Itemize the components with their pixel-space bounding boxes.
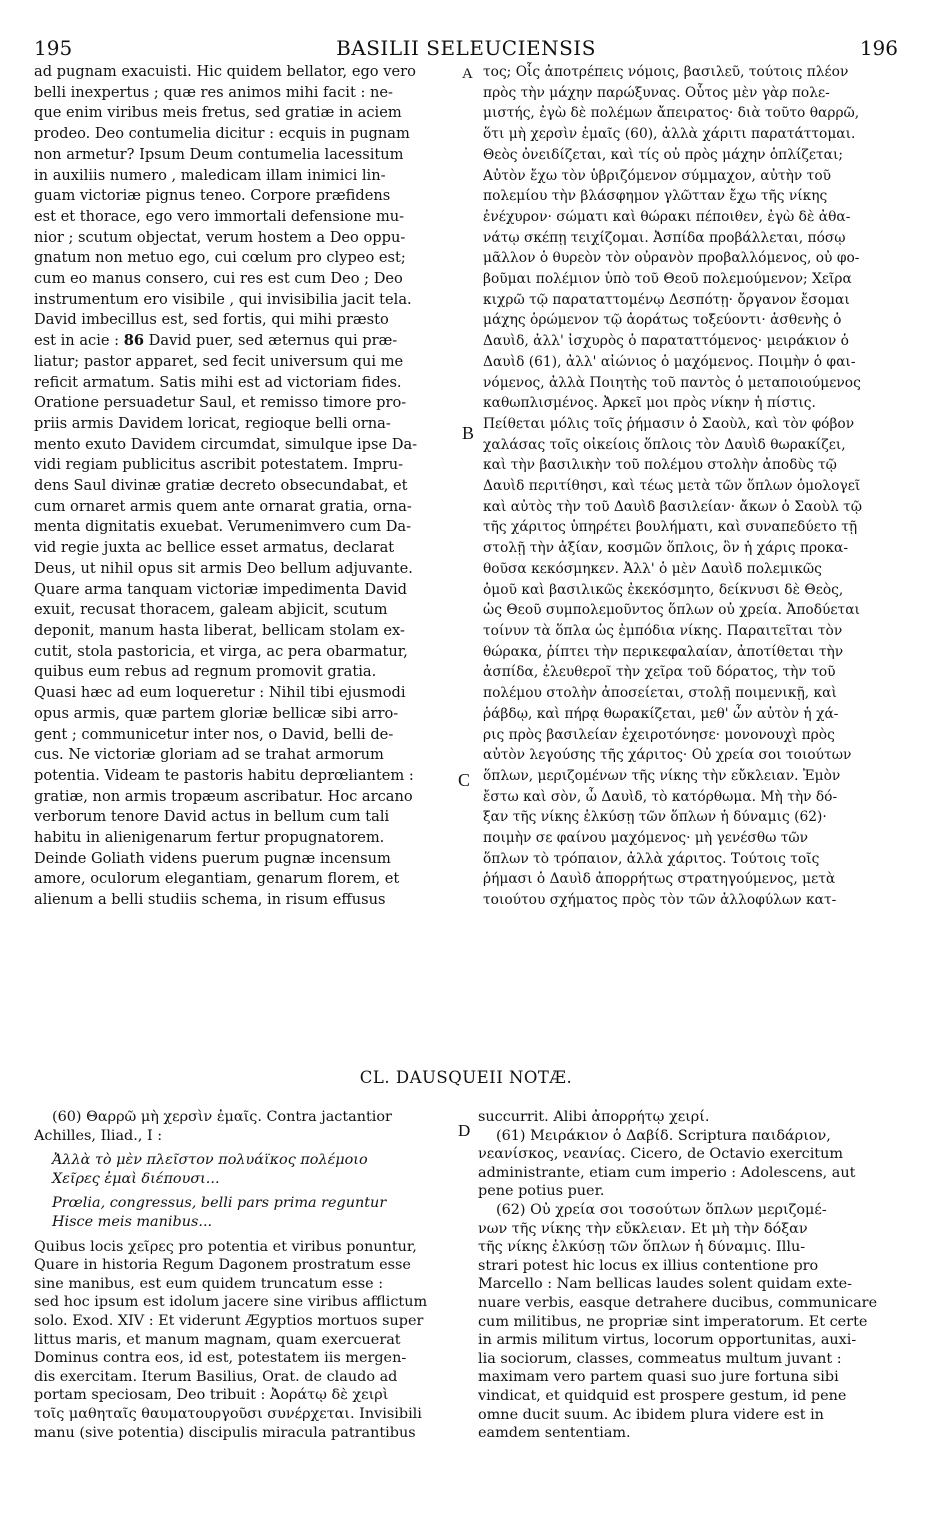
latin-text-line: guam victoriæ pignus teneo. Corpore præfidens [34, 187, 391, 205]
note-line: (60) Θαρρῶ μὴ χερσὶν ἐμαῖς. Contra jactantior [52, 1109, 392, 1125]
note-line: τῆς νίκης ἑλκύσῃ τῶν ὅπλων ἡ δύναμις. Illu- [478, 1239, 806, 1256]
latin-text-line: gent ; communicetur inter nos, o David, belli de- [34, 725, 394, 743]
greek-text-line: καθωπλισμένος. Ἀρκεῖ μοι πρὸς νίκην ἡ πίστις. [483, 395, 816, 412]
note-line: Achilles, Iliad., I : [34, 1127, 163, 1144]
note-line: vindicat, et quidquid est prospere gestum, id pene [478, 1387, 847, 1404]
note-line: Quare in historia Regum Dagonem prostratum esse [34, 1257, 411, 1274]
note-line: Χεῖρες ἐμαὶ διέπουσι... [52, 1170, 220, 1187]
note-line: omne ducit suum. Ac ibidem plura videre est in [478, 1406, 824, 1423]
greek-text-line: ξαν τῆς νίκης ἑλκύσῃ τῶν ὅπλων ἡ δύναμις (62)· [483, 809, 827, 826]
greek-text-line: τῆς χάριτος ὑπηρέτει βουλήματι, καὶ συναπεδύετο τῇ [483, 519, 858, 536]
latin-text-line: est et thorace, ego vero immortali defensione mu- [34, 207, 405, 225]
latin-text-line: cum eo manus consero, cui res est cum Deo ; Deo [34, 270, 403, 288]
note-line: succurrit. Alibi ἀπορρήτῳ χειρί. [478, 1109, 710, 1125]
running-header [34, 36, 898, 62]
latin-text-line: deponit, manum hasta liberat, bellicam stolam ex- [34, 621, 405, 639]
note-line: sine manibus, est eum quidem truncatum esse : [34, 1275, 384, 1292]
greek-text-line: μάχης ὁρώμενον τῷ ἀοράτως τοξεύοντι· ἀσθενὴς ὁ [483, 312, 842, 329]
note-line: maximam vero partem quasi suo jure fortuna sibi [478, 1369, 839, 1386]
latin-text-line: cum ornaret armis quem ante ornarat gratia, orna- [34, 497, 412, 515]
note-line: Dominus contra eos, id est, potestatem iis mergen- [34, 1350, 407, 1367]
greek-text-line: ῥήμασι ὁ Δαυὶδ ἀπορρήτως στρατηγούμενος, μετὰ [483, 871, 836, 888]
latin-text-line: Deinde Goliath videns puerum pugnæ incensum [34, 849, 391, 867]
latin-text-line: que enim viribus meis fretus, sed gratiæ in aciem [34, 104, 402, 122]
greek-text-line: κιχρῶ τῷ παραταττομένῳ Δεσπότῃ· ὄργανον ἔσομαι [483, 291, 850, 308]
note-line: (62) Οὐ χρεία σοι τοσούτων ὅπλων μεριζομέ- [496, 1201, 827, 1218]
latin-text-line: quibus eum rebus ad regnum promovit gratia. [34, 663, 377, 681]
latin-text-line: ad pugnam exacuisti. Hic quidem bellator, ego vero [34, 63, 416, 80]
latin-text-line: exuit, recusat thoracem, galeam abjicit, scutum [34, 601, 388, 619]
note-line: νεανίσκος, νεανίας. Cicero, de Octavio exercitum [478, 1146, 844, 1163]
greek-text-line: αὐτὸν λεγούσης τῆς χάριτος· Οὐ χρεία σοι τοιούτων [483, 747, 852, 764]
latin-text-line: in auxiliis numero , maledicam illam inimici lin- [34, 166, 386, 184]
left-page-number: 195 [34, 36, 73, 60]
greek-column [483, 62, 901, 911]
latin-text-line: mento exuto Davidem circumdat, simulque ipse Da- [34, 435, 418, 453]
section-marker-b: B [462, 423, 475, 443]
latin-text-line: David imbecillus est, sed fortis, qui mihi præsto [34, 311, 389, 329]
greek-text-line: ἀσπίδα, ἐλευθεροῖ τὴν χεῖρα τοῦ δόρατος, τὴν τοῦ [483, 664, 836, 681]
running-title: BASILII SELEUCIENSIS [336, 36, 596, 60]
note-line: strari potest hic locus ex illius contentione pro [478, 1257, 819, 1274]
greek-text-line: ρις πρὸς βασιλείαν ἐχειροτόνησε· μονονουχὶ πρὸς [483, 726, 835, 743]
latin-text-line: vidi regiam publicitus ascribit potestatem. Impru- [34, 456, 404, 474]
latin-text-line: vid regie juxta ac bellice esset armatus, declarat [34, 539, 395, 557]
latin-text-line: cus. Ne victoriæ gloriam ad se trahat armorum [34, 746, 384, 764]
note-line: nuare verbis, easque detrahere ducibus, communicare [478, 1294, 878, 1311]
note-line: Hisce meis manibus... [52, 1213, 213, 1230]
greek-text-line: μιστής, ἐγὼ δὲ πολέμων ἄπειρατος· διὰ τοῦτο θαρρῶ, [483, 105, 860, 122]
greek-text-line: τοιούτου σχήματος πρὸς τὸν τῶν ἀλλοφύλων κατ- [483, 892, 837, 909]
note-line: (61) Μειράκιον ὁ Δαβίδ. Scriptura παιδάριον, [496, 1127, 831, 1144]
note-line: τοῖς μαθηταῖς θαυματουργοῦσι συνέρχεται. Invisibili [34, 1405, 422, 1422]
greek-text-line: στολῇ τὴν ἀξίαν, κοσμῶν ὅπλοις, ὃν ἡ χάρις προκα- [483, 540, 849, 557]
latin-text-line: prodeo. Deo contumelia dicitur : ecquis in pugnam [34, 125, 410, 143]
latin-text-line: verborum tenore David actus in bellum cum tali [34, 808, 390, 826]
note-line: cum militibus, ne propriæ sint imperatorum. Et certe [478, 1313, 868, 1330]
greek-text-line: ποιμὴν σε φαίνου μαχόμενος· μὴ γενέσθω τῶν [483, 830, 809, 847]
right-page-number: 196 [859, 36, 898, 60]
greek-text-line: ἔστω καὶ σὸν, ὦ Δαυὶδ, τὸ κατόρθωμα. Μὴ τὴν δό- [483, 788, 838, 805]
greek-text-line: ὅπλων τὸ τρόπαιον, ἀλλὰ χάριτος. Τούτοις τοῖς [483, 850, 820, 867]
latin-text-line: dens Saul divinæ gratiæ decreto obsecundabat, et [34, 477, 408, 495]
greek-text-line: Δαυὶδ (61), ἀλλ' αἰώνιος ὁ μαχόμενος. Ποιμὴν ὁ φαι- [483, 353, 856, 370]
latin-text-line: habitu in alienigenarum fertur propugnatorem. [34, 829, 385, 847]
latin-text-line: opus armis, quæ partem gloriæ bellicæ sibi arro- [34, 704, 399, 722]
greek-text-line: πολέμου στολὴν ἀποσείεται, στολῇ ποιμενικῇ, καὶ [483, 685, 837, 702]
latin-text-line: gnatum non metuo ego, cui cœlum pro clypeo est; [34, 249, 406, 267]
greek-text-line: πολεμίου τὴν βλάσφημον γλῶτταν ἔχω τῆς νίκης [483, 188, 828, 205]
greek-text-line: μᾶλλον ὁ θυρεὸν τὸν οὐρανὸν προβαλλόμενος, οὐ φο- [483, 250, 860, 267]
note-line: pene potius puer. [478, 1183, 605, 1200]
greek-text-line: ὡς Θεοῦ συμπολεμοῦντος ὅπλων οὐ χρεία. Ἀποδύεται [483, 602, 860, 619]
note-line: Quibus locis χεῖρες pro potentia et viribus ponuntur, [34, 1238, 417, 1255]
notes-left-column [34, 1108, 452, 1442]
latin-text-line: Quasi hæc ad eum loqueretur : Nihil tibi ejusmodi [34, 684, 406, 702]
latin-text-line: amore, oculorum elegantiam, genarum florem, et [34, 870, 400, 888]
greek-text-line: ἐνέχυρον· σώματι καὶ θώρακι πέποιθεν, ἐγὼ δὲ ἀθα- [483, 208, 851, 225]
latin-text-line: priis armis Davidem loricat, regioque belli orna- [34, 414, 391, 432]
notes-title: CL. DAUSQUEII NOTÆ. [359, 1068, 573, 1087]
latin-text-line: nior ; scutum objectat, verum hostem a Deo oppu- [34, 228, 406, 246]
note-line: dis exercitam. Iterum Basilius, Orat. de claudo ad [34, 1368, 398, 1385]
note-line: sed hoc ipsum est idolum jacere sine viribus afflictum [34, 1294, 428, 1311]
latin-text-line: potentia. Videam te pastoris habitu deprœliantem : [34, 766, 414, 784]
greek-text-line: Θεὸς ὀνειδίζεται, καὶ τίς οὐ πρὸς μάχην ὁπλίζεται; [483, 146, 844, 163]
note-line: lia sociorum, classes, commeatus multum juvant : [478, 1350, 842, 1367]
greek-text-line: ὅπλων, μεριζομένων τῆς νίκης τὴν εὔκλειαν. Ἐμὸν [483, 767, 841, 784]
note-line: littus maris, et manum magnam, quam exercuerat [34, 1331, 401, 1348]
latin-text-line: Deus, ut nihil opus sit armis Deo bellum adjuvante. [34, 559, 413, 577]
greek-text-line: Δαυὶδ, ἀλλ' ἰσχυρὸς ὁ παραταττόμενος· μειράκιον ὁ [483, 333, 849, 350]
section-marker-d: D [458, 1121, 471, 1140]
greek-text-line: ὅτι μὴ χερσὶν ἐμαῖς (60), ἀλλὰ χάριτι παρατάττομαι. [483, 126, 856, 143]
greek-text-line: νάτῳ σκέπῃ τειχίζομαι. Ἀσπίδα προβάλλεται, πόσῳ [483, 229, 846, 246]
greek-text-line: Αὐτὸν ἔχω τὸν ὑβριζόμενον σύμμαχον, αὐτὴν τοῦ [483, 167, 832, 184]
latin-text-line: non armetur? Ipsum Deum contumelia lacessitum [34, 145, 404, 163]
note-line: Marcello : Nam bellicas laudes solent quidam exte- [478, 1276, 852, 1293]
note-line: manu (sive potentia) discipulis miracula patrantibus [34, 1424, 416, 1441]
greek-text-line: θώρακα, ῥίπτει τὴν περικεφαλαίαν, ἀποτίθεται τὴν [483, 643, 844, 660]
latin-text-line: est in acie : 86 David puer, sed æternus qui præ- [34, 332, 398, 350]
latin-text-line: liatur; pastor apparet, sed fecit universum qui me [34, 352, 404, 370]
greek-text-line: Δαυὶδ περιτίθησι, καὶ τέως μετὰ τῶν ὅπλων ὁμολογεῖ [483, 478, 861, 495]
note-line: eamdem sententiam. [478, 1425, 631, 1442]
latin-text-line: gratiæ, non armis tropæum ascribatur. Hoc arcano [34, 787, 413, 805]
note-line: in armis militum virtus, locorum opportunitas, auxi- [478, 1332, 857, 1349]
greek-text-line: ὁμοῦ καὶ βασιλικῶς ἐκεκόσμητο, δείκνυσι δὲ Θεὸς, [483, 581, 844, 598]
latin-text-line: Quare arma tanquam victoriæ impedimenta David [34, 580, 408, 598]
greek-text-line: χαλάσας τοῖς οἰκείοις ὅπλοις τὸν Δαυὶδ θωρακίζει, [483, 436, 846, 453]
note-line: portam speciosam, Deo tribuit : Ἀοράτῳ δὲ χειρὶ [34, 1387, 389, 1404]
latin-column [34, 62, 458, 911]
greek-text-line: πρὸς τὴν μάχην παρώξυνας. Οὗτος μὲν γὰρ πολε- [483, 84, 830, 101]
greek-text-line: νόμενος, ἀλλὰ Ποιητὴς τοῦ παντὸς ὁ μεταποιούμενος [483, 374, 861, 391]
greek-text-line: καὶ αὐτὸς τὴν τοῦ Δαυὶδ βασιλείαν· ἄκων ὁ Σαοὺλ τῷ [483, 498, 862, 515]
greek-text-line: ῥάβδῳ, καὶ πήρᾳ θωρακίζεται, μεθ' ὧν αὐτὸν ἡ χά- [483, 705, 839, 722]
latin-text-line: alienum a belli studiis schema, in risum effusus [34, 891, 386, 909]
note-line: administrante, etiam cum imperio : Adolescens, aut [478, 1164, 856, 1181]
latin-text-line: instrumentum ero visibile , qui invisibilia jacit tela. [34, 290, 412, 308]
section-marker-a: A [462, 66, 473, 82]
greek-text-line: καὶ τὴν βασιλικὴν τοῦ πολέμου στολὴν ἀποδὺς τῷ [483, 457, 837, 474]
note-line: νων τῆς νίκης τὴν εὔκλειαν. Et μὴ τὴν δόξαν [478, 1220, 808, 1237]
note-line: solo. Exod. XIV : Et viderunt Ægyptios mortuos super [34, 1312, 424, 1329]
latin-text-line: reficit armatum. Satis mihi est ad victoriam fides. [34, 373, 402, 391]
latin-text-line: Oratione persuadetur Saul, et remisso timore pro- [34, 394, 407, 412]
note-line: Prœlia, congressus, belli pars prima reguntur [52, 1195, 387, 1212]
greek-text-line: θοῦσα κεκόσμηκεν. Ἀλλ' ὁ μὲν Δαυὶδ πολεμικῶς [483, 560, 822, 577]
section-marker-c: C [458, 770, 471, 790]
column-number: 86 [123, 332, 145, 350]
note-line: Ἀλλὰ τὸ μὲν πλεῖστον πολυάϊκος πολέμοιο [52, 1152, 368, 1169]
greek-text-line: βοῦμαι πολέμιον ὑπὸ τοῦ Θεοῦ πολεμούμενον; Χεῖρα [483, 271, 852, 288]
greek-text-line: τοίνυν τὰ ὅπλα ὡς ἐμπόδια νίκης. Παραιτεῖται τὸν [483, 622, 843, 639]
latin-text-line: menta dignitatis exuebat. Verumenimvero cum Da- [34, 518, 412, 536]
greek-text-line: Πείθεται μόλις τοῖς ῥήμασιν ὁ Σαοὺλ, καὶ τὸν φόβον [483, 415, 855, 432]
latin-text-line: belli inexpertus ; quæ res animos mihi facit : ne- [34, 83, 393, 101]
greek-text-line: τος; Οἷς ἀποτρέπεις νόμοις, βασιλεῦ, τούτοις πλέον [483, 64, 849, 80]
latin-text-line: cutit, stola pastoricia, et virga, ac pera obarmatur, [34, 642, 408, 660]
notes-right-column [478, 1108, 900, 1443]
